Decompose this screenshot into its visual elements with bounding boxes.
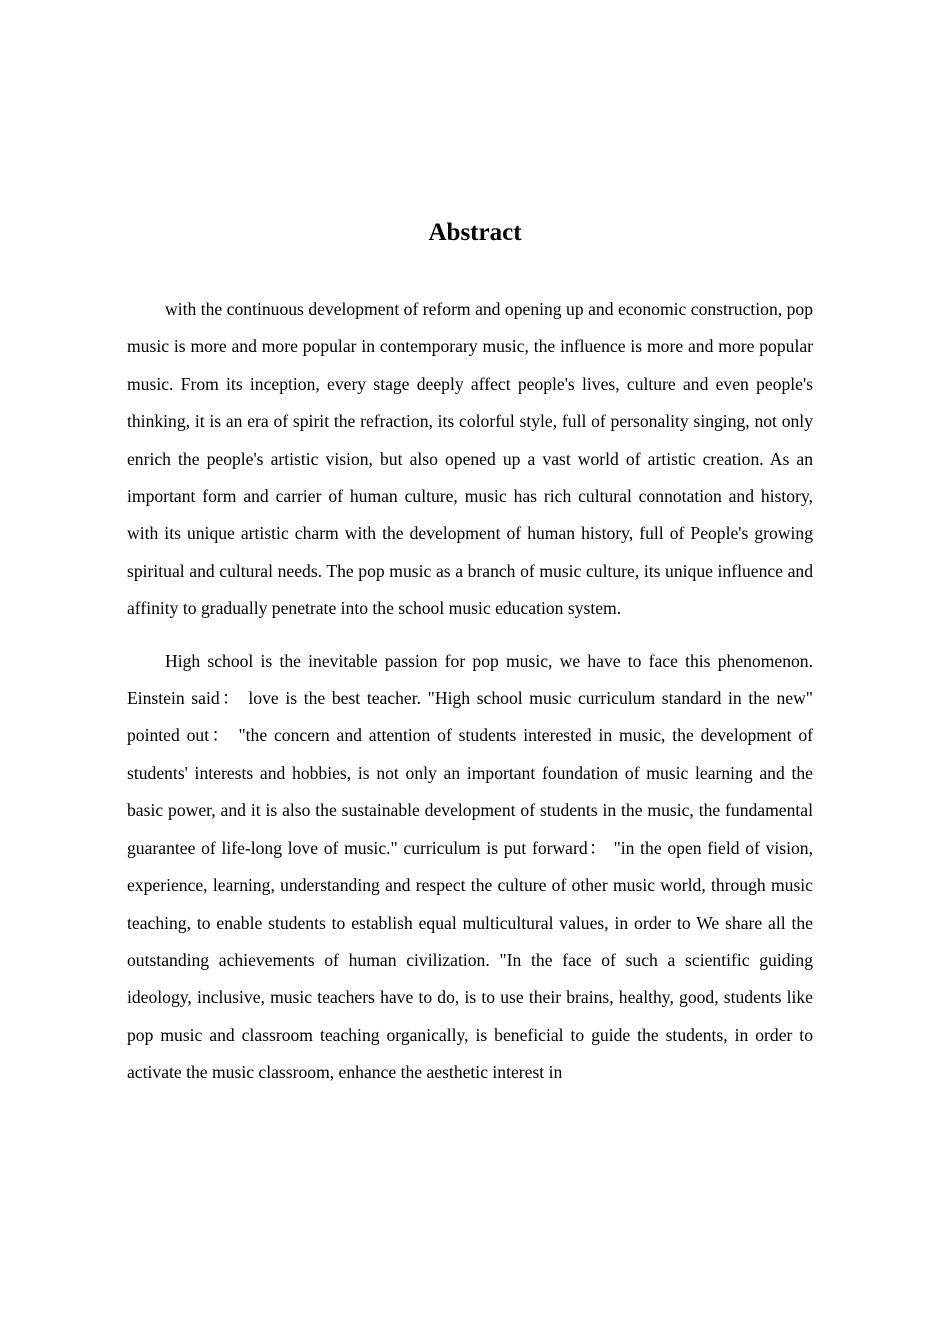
page-title: Abstract (428, 219, 522, 246)
abstract-body (127, 291, 813, 1092)
abstract-paragraph-2: High school is the inevitable passion for pop music, we have to face this phenomenon. Einstein said： love is the best teacher. "High school music curriculum standard in the new" pointed out： "the concern and attention of students interested in music, the development of students' interests and hobbies, is not only an important foundation of music learning and the basic power, and it is also the sustainable development of students in the music, the fundamental guarantee of life-long love of music." curriculum is put forward： "in the open field of vision, experience, learning, understanding and respect the culture of other music world, through music teaching, to enable students to establish equal multicultural values, in order to We share all the outstanding achievements of human civilization. "In the face of such a scientific guiding ideology, inclusive, music teachers have to do, is to use their brains, healthy, good, students like pop music and classroom teaching organically, is beneficial to guide the students, in order to activate the music classroom, enhance the aesthetic interest in (127, 650, 813, 1083)
abstract-paragraph-1: with the continuous development of reform and opening up and economic construction, pop music is more and more popular in contemporary music, the influence is more and more popular music. From its inception, every stage deeply affect people's lives, culture and even people's thinking, it is an era of spirit the refraction, its colorful style, full of personality singing, not only enrich the people's artistic vision, but also opened up a vast world of artistic creation. As an important form and carrier of human culture, music has rich cultural connotation and history, with its unique artistic charm with the development of human history, full of People's growing spiritual and cultural needs. The pop music as a branch of music culture, its unique influence and affinity to gradually penetrate into the school music education system. (127, 299, 813, 619)
